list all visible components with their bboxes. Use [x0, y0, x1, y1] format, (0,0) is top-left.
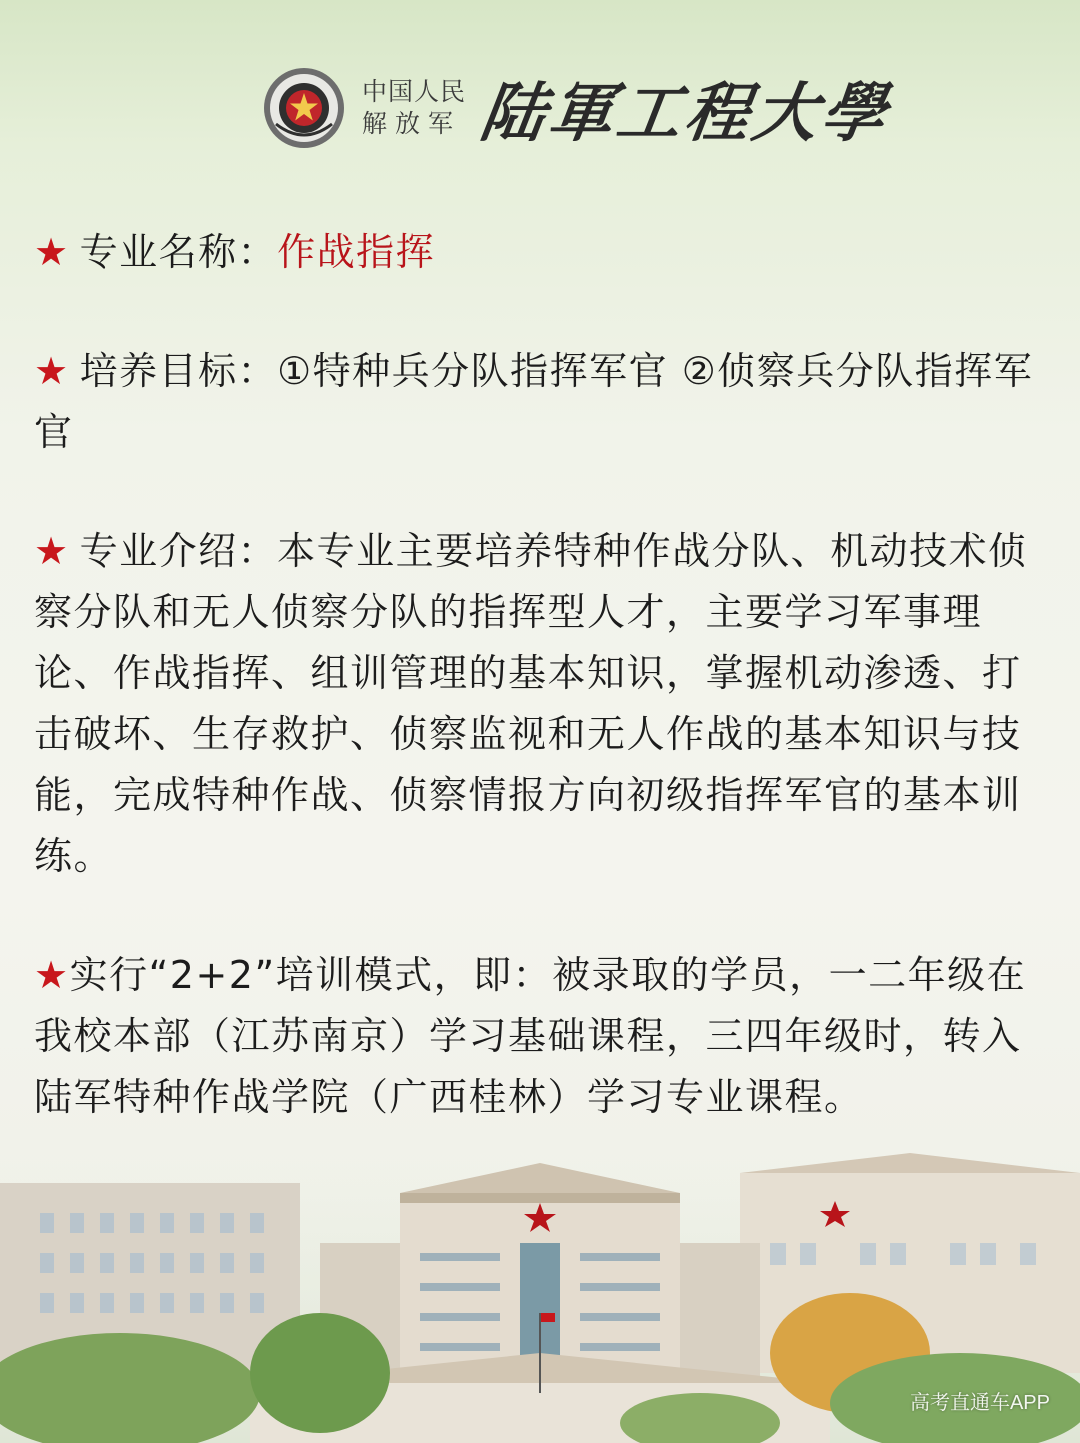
- star-icon: ★: [34, 953, 70, 997]
- watermark: 高考直通车APP: [909, 1392, 1050, 1414]
- header: [262, 62, 895, 154]
- mode-section: [34, 945, 1048, 1128]
- goal-label: 培养目标：: [79, 349, 278, 393]
- star-icon: ★: [34, 529, 70, 573]
- organization-name: [362, 76, 466, 140]
- intro-label: 专业介绍：: [79, 529, 278, 573]
- mode-text: 实行“2+2”培训模式，即：被录取的学员，一二年级在我校本部（江苏南京）学习基础课程，三四年级时，转入陆军特种作战学院（广西桂林）学习专业课程。: [34, 953, 1027, 1119]
- major-value: 作战指挥: [277, 230, 436, 274]
- star-icon: ★: [34, 349, 70, 393]
- major-label: 专业名称：: [79, 230, 278, 274]
- organization-line-2: 解放军: [362, 109, 462, 138]
- goal-section: [34, 341, 1048, 463]
- university-name: 陆軍工程大學: [475, 76, 895, 151]
- content: [34, 222, 1048, 1186]
- intro-section: [34, 521, 1048, 887]
- star-icon: ★: [34, 230, 70, 274]
- university-emblem-icon: [262, 66, 346, 150]
- intro-text: 本专业主要培养特种作战分队、机动技术侦察分队和无人侦察分队的指挥型人才，主要学习军事理论、作战指挥、组训管理的基本知识，掌握机动渗透、打击破坏、生存救护、侦察监视和无人作战的基本知识与技能，完成特种作战、侦察情报方向初级指挥军官的基本训练。: [34, 529, 1028, 878]
- major-section: [34, 222, 1048, 283]
- organization-line-1: 中国人民: [362, 77, 467, 106]
- goal-text: ①特种兵分队指挥军官 ②侦察兵分队指挥军官: [34, 349, 1034, 454]
